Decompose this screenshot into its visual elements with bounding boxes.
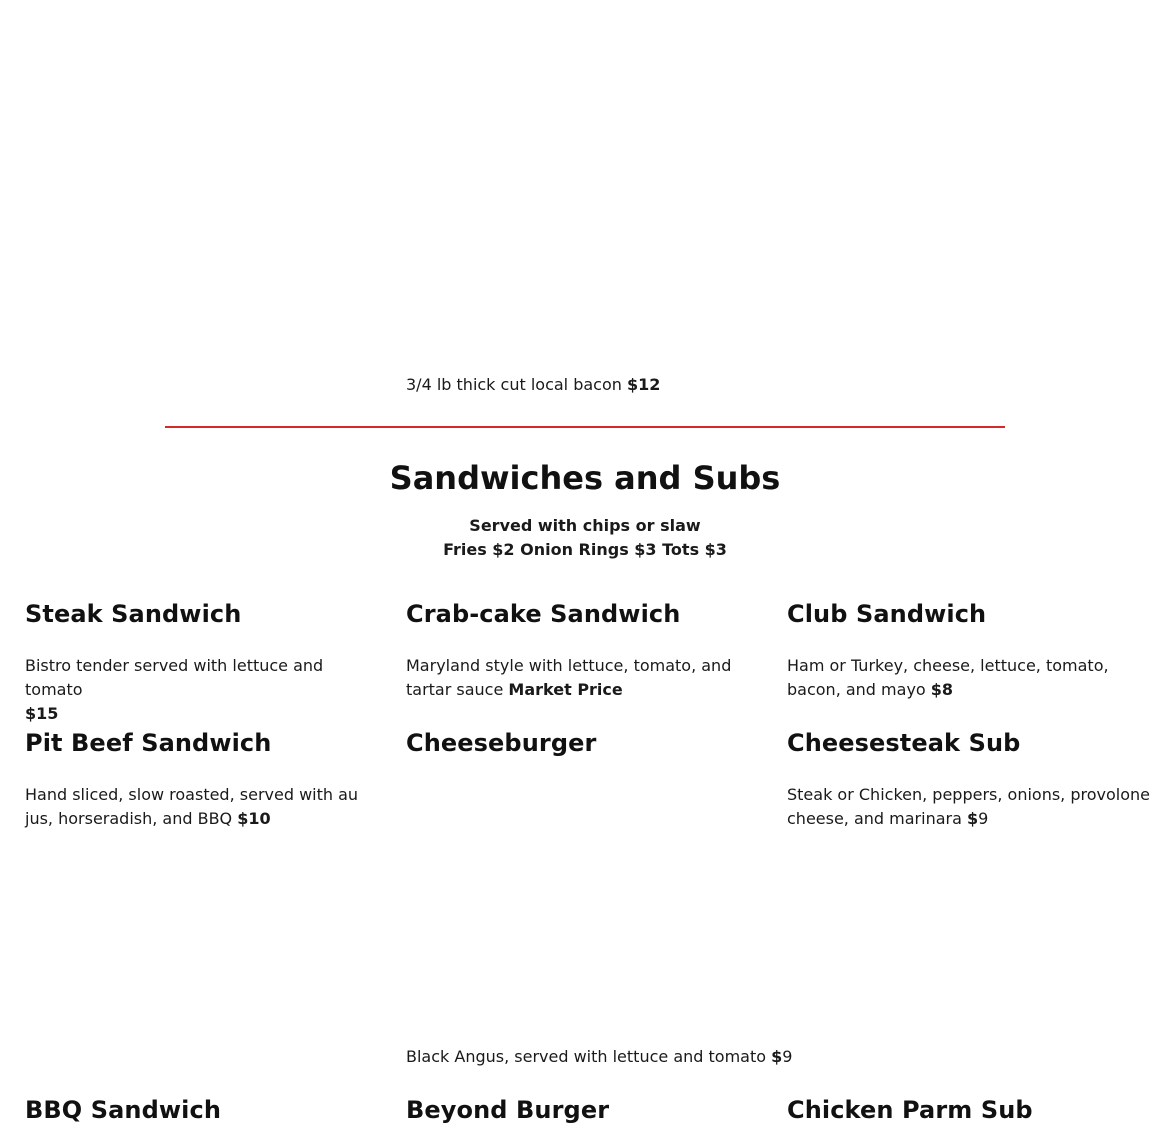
item-price: $8 <box>930 680 954 699</box>
item-desc-text: Hand sliced, slow roasted, served with au jus, horseradish, and BBQ <box>25 785 359 828</box>
bacon-item-description <box>406 373 660 397</box>
item-price: $10 <box>237 809 271 828</box>
item-price-value: 9 <box>978 809 989 828</box>
menu-item-title-chicken-parm-sub: Chicken Parm Sub <box>787 1096 1033 1124</box>
menu-item-desc-pit-beef-sandwich <box>25 783 380 831</box>
menu-item-desc-steak-sandwich <box>25 654 380 726</box>
menu-item-title-pit-beef-sandwich: Pit Beef Sandwich <box>25 729 272 757</box>
section-subtitle <box>0 514 1170 562</box>
section-title: Sandwiches and Subs <box>389 459 781 497</box>
menu-item-title-crab-cake-sandwich: Crab-cake Sandwich <box>406 600 681 628</box>
item-price-value: 9 <box>782 1047 793 1066</box>
section-sides-note: Served with chips or slaw <box>469 516 701 535</box>
menu-item-desc-club-sandwich <box>787 654 1157 702</box>
item-price-symbol: $ <box>771 1047 783 1066</box>
menu-item-title-bbq-sandwich: BBQ Sandwich <box>25 1096 222 1124</box>
section-divider <box>165 426 1005 428</box>
menu-item-title-beyond-burger: Beyond Burger <box>406 1096 610 1124</box>
item-desc-text: Bistro tender served with lettuce and tomato <box>25 656 324 699</box>
item-desc-text: Steak or Chicken, peppers, onions, provolone cheese, and marinara <box>787 785 1150 828</box>
menu-item-title-cheesesteak-sub: Cheesesteak Sub <box>787 729 1021 757</box>
menu-item-title-club-sandwich: Club Sandwich <box>787 600 987 628</box>
menu-item-desc-crab-cake-sandwich <box>406 654 761 702</box>
menu-item-desc-cheesesteak-sub <box>787 783 1157 831</box>
item-price: Market Price <box>508 680 623 699</box>
item-desc-text: Black Angus, served with lettuce and tomato <box>406 1047 767 1066</box>
menu-item-desc-cheeseburger <box>406 1045 792 1069</box>
bacon-desc-text: 3/4 lb thick cut local bacon <box>406 375 622 394</box>
item-price-symbol: $ <box>967 809 979 828</box>
item-desc-text: Ham or Turkey, cheese, lettuce, tomato, bacon, and mayo <box>787 656 1109 699</box>
menu-item-title-cheeseburger: Cheeseburger <box>406 729 597 757</box>
item-desc-text: Maryland style with lettuce, tomato, and tartar sauce <box>406 656 732 699</box>
item-price: $15 <box>25 704 59 723</box>
bacon-price: $12 <box>626 375 661 394</box>
menu-item-title-steak-sandwich: Steak Sandwich <box>25 600 242 628</box>
section-sides-prices: Fries $2 Onion Rings $3 Tots $3 <box>443 540 727 559</box>
